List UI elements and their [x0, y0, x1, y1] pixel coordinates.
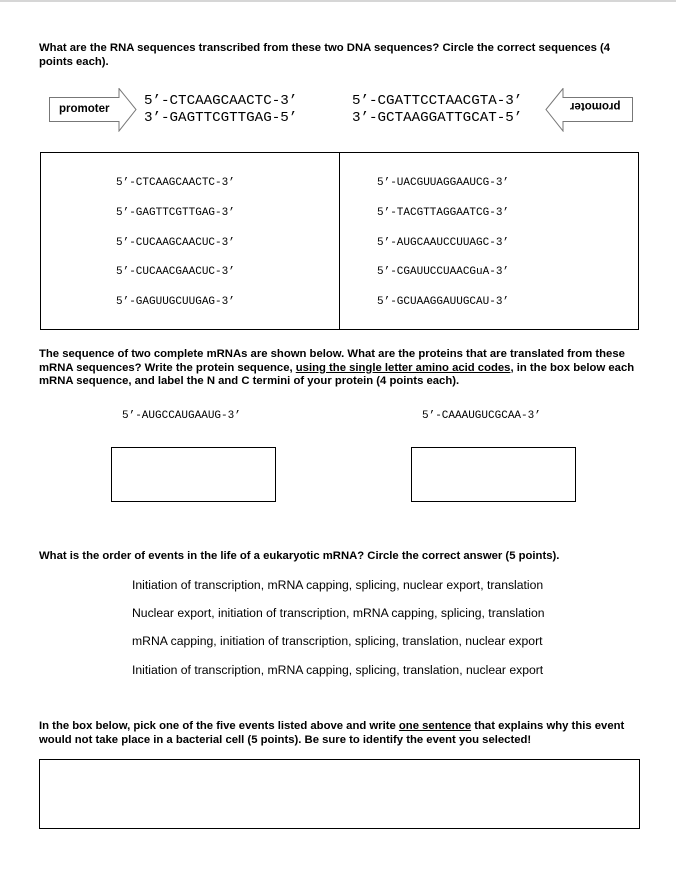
answer-choice-1[interactable]: Initiation of transcription, mRNA capping, splicing, nuclear export, translation	[132, 578, 544, 592]
q2-prompt	[39, 348, 644, 389]
protein-answer-box-left[interactable]	[111, 447, 276, 502]
mrna-right-sequence: 5’-CAAAUGUCGCAA-3’	[422, 410, 541, 422]
right-dna-top-strand: 5’-CGATTCCTAACGTA-3’	[352, 93, 523, 109]
option-right-1[interactable]: 5’-UACGUUAGGAAUCG-3’	[377, 177, 510, 189]
q4-prompt-emphasis: one sentence	[398, 720, 472, 732]
page-top-border	[0, 0, 676, 2]
option-right-3[interactable]: 5’-AUGCAAUCCUUAGC-3’	[377, 237, 510, 249]
table-divider	[339, 153, 340, 329]
option-left-4[interactable]: 5’-CUCAACGAACUC-3’	[116, 266, 235, 278]
option-left-2[interactable]: 5’-GAGTTCGTTGAG-3’	[116, 207, 235, 219]
q2-prompt-text: The sequence of two complete mRNAs are shown below. What are the proteins that are translated from these mRNA sequences? Write the protein sequence,	[39, 348, 625, 374]
bacterial-cell-answer-box[interactable]	[39, 759, 640, 829]
q3-prompt: What is the order of events in the life of a eukaryotic mRNA? Circle the correct answer (5 points).	[39, 550, 560, 562]
left-dna-bottom-strand: 3’-GAGTTCGTTGAG-5’	[144, 110, 298, 126]
q1-prompt: What are the RNA sequences transcribed from these two DNA sequences? Circle the correct sequences (4 points each).	[39, 42, 611, 68]
q4-prompt-text: In the box below, pick one of the five events listed above and write	[39, 720, 399, 732]
right-dna-bottom-strand: 3’-GCTAAGGATTGCAT-5’	[352, 110, 523, 126]
option-left-1[interactable]: 5’-CTCAAGCAACTC-3’	[116, 177, 235, 189]
right-promoter-label: promoter	[570, 100, 621, 112]
option-left-5[interactable]: 5’-GAGUUGCUUGAG-3’	[116, 296, 235, 308]
option-right-4[interactable]: 5’-CGAUUCCUAACGuA-3’	[377, 266, 510, 278]
mrna-left-sequence: 5’-AUGCCAUGAAUG-3’	[122, 410, 241, 422]
option-right-5[interactable]: 5’-GCUAAGGAUUGCAU-3’	[377, 296, 510, 308]
option-left-3[interactable]: 5’-CUCAAGCAACUC-3’	[116, 237, 235, 249]
left-promoter-label: promoter	[59, 103, 110, 115]
protein-answer-box-right[interactable]	[411, 447, 576, 502]
q2-prompt-text-end: , in the box below each mRNA sequence, and label the N and C termini of your protein (4 points each).	[39, 361, 635, 387]
q4-prompt	[39, 720, 644, 747]
answer-choice-4[interactable]: Initiation of transcription, mRNA capping, splicing, translation, nuclear export	[132, 663, 544, 677]
q2-prompt-emphasis: using the single letter amino acid codes	[295, 361, 511, 374]
left-dna-top-strand: 5’-CTCAAGCAACTC-3’	[144, 93, 298, 109]
option-right-2[interactable]: 5’-TACGTTAGGAATCG-3’	[377, 207, 510, 219]
answer-choice-2[interactable]: Nuclear export, initiation of transcription, mRNA capping, splicing, translation	[132, 606, 545, 620]
answer-choice-3[interactable]: mRNA capping, initiation of transcription, splicing, translation, nuclear export	[132, 634, 543, 648]
q4-prompt-text-end: that explains why this event would not take place in a bacterial cell (5 points). Be sure to identify the event you selected!	[39, 720, 625, 746]
